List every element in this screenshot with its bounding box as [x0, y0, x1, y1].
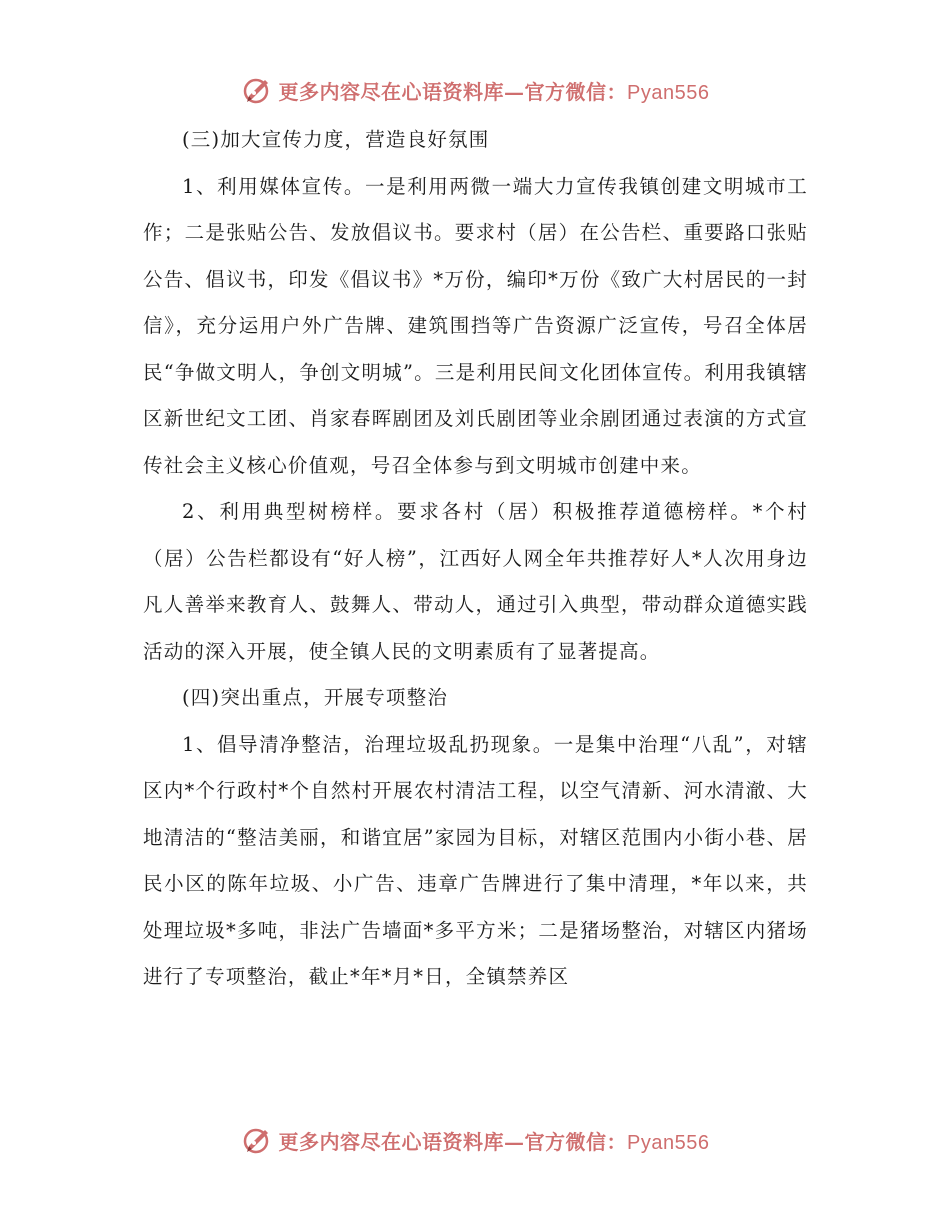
pen-logo-icon	[241, 74, 273, 106]
document-body	[143, 117, 808, 1001]
watermark-text	[279, 1126, 710, 1155]
watermark-brand: Pyan556	[627, 81, 710, 104]
body-paragraph: 1、倡导清净整洁，治理垃圾乱扔现象。一是集中治理“八乱”，对辖区内*个行政村*个自然村开展农村清洁工程，以空气清新、河水清澈、大地清洁的“整洁美丽，和谐宜居”家园为目标，对辖区范围内小街小巷、居民小区的陈年垃圾、小广告、违章广告牌进行了集中清理，*年以来，共处理垃圾*多吨，非法广告墙面*多平方米；二是猪场整治，对辖区内猪场进行了专项整治，截止*年*月*日，全镇禁养区	[143, 732, 808, 988]
watermark-brand: Pyan556	[627, 1131, 710, 1154]
watermark-text	[279, 76, 710, 105]
watermark-prefix: 更多内容尽在心语资料库—官方微信：	[278, 79, 628, 104]
header-watermark	[0, 70, 950, 110]
section-heading: (三)加大宣传力度，营造良好氛围	[182, 128, 490, 151]
pen-logo-icon	[241, 1124, 273, 1156]
footer-watermark	[0, 1120, 950, 1160]
watermark-prefix: 更多内容尽在心语资料库—官方微信：	[278, 1129, 628, 1154]
body-paragraph: 2、利用典型树榜样。要求各村（居）积极推荐道德榜样。*个村（居）公告栏都设有“好人榜”，江西好人网全年共推荐好人*人次用身边凡人善举来教育人、鼓舞人、带动人，通过引入典型，带动群众道德实践活动的深入开展，使全镇人民的文明素质有了显著提高。	[143, 500, 808, 663]
body-paragraph: 1、利用媒体宣传。一是利用两微一端大力宣传我镇创建文明城市工作；二是张贴公告、发放倡议书。要求村（居）在公告栏、重要路口张贴公告、倡议书，印发《倡议书》*万份，编印*万份《致广大村居民的一封信》，充分运用户外广告牌、建筑围挡等广告资源广泛宣传，号召全体居民“争做文明人，争创文明城”。三是利用民间文化团体宣传。利用我镇辖区新世纪文工团、肖家春晖剧团及刘氏剧团等业余剧团通过表演的方式宣传社会主义核心价值观，号召全体参与到文明城市创建中来。	[143, 174, 808, 477]
section-heading: (四)突出重点，开展专项整治	[182, 686, 449, 709]
